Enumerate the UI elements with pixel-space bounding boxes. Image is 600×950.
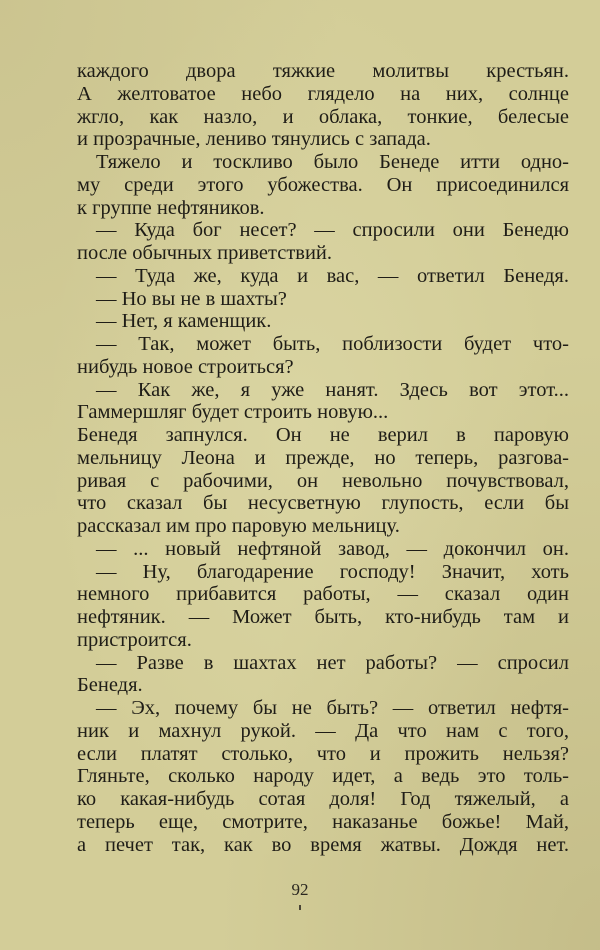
text-line: Гляньте, сколько народу идет, а ведь это толь- [77,765,569,788]
print-speck [299,905,301,910]
text-line: Бенедя. [77,674,143,697]
text-line: нибудь новое строиться? [77,355,294,378]
text-line: му среди этого убожества. Он присоединился [77,173,569,196]
text-line: ривая с рабочими, он невольно почувствовал, [77,469,569,492]
text-line: Гаммершляг будет строить новую... [77,401,389,424]
text-line: — Куда бог несет? — спросили они Бенедю [96,219,569,242]
text-line: — Ну, благодарение господу! Значит, хоть [96,560,569,583]
text-line: нефтяник. — Может быть, кто-нибудь там и [77,606,569,628]
text-line: жгло, как назло, и облака, тонкие, белесые [77,105,569,128]
text-line: А желтоватое небо глядело на них, солнце [77,82,569,105]
text-line: — Нет, я каменщик. [96,310,272,333]
text-line: немного прибавится работы, — сказал один [77,583,569,606]
page-number: 92 [291,880,309,899]
text-line: пристроится. [77,628,192,651]
page-body-text [77,60,569,856]
text-line: и прозрачные, лениво тянулись с запада. [77,128,431,151]
text-line: — Разве в шахтах нет работы? — спросил [96,651,569,674]
text-line: — Как же, я уже нанят. Здесь вот этот... [96,378,569,401]
text-line: если платят столько, что и прожить нельзя? [77,742,569,765]
text-line: ко какая-нибудь сотая доля! Год тяжелый, а [77,788,569,810]
text-line: — ... новый нефтяной завод, — докончил он. [96,537,569,560]
text-line: — Так, может быть, поблизости будет что- [96,333,569,355]
text-line: а печет так, как во время жатвы. Дождя нет. [77,833,569,856]
text-line: — Туда же, куда и вас, — ответил Бенедя. [96,264,569,287]
text-line: — Эх, почему бы не быть? — ответил нефтя- [96,697,569,719]
text-line: каждого двора тяжкие молитвы крестьян. [77,60,569,82]
text-line: ник и махнул рукой. — Да что нам с того, [77,719,569,742]
text-line: рассказал им про паровую мельницу. [77,515,400,537]
text-line: что сказал бы несусветную глупость, если бы [77,492,569,515]
text-line: к группе нефтяников. [77,196,265,219]
text-line: — Но вы не в шахты? [96,287,287,310]
text-line: Бенедя запнулся. Он не верил в паровую [77,424,569,446]
text-line: Тяжело и тоскливо было Бенеде итти одно- [96,151,569,173]
text-line: после обычных приветствий. [77,242,333,264]
text-line: теперь еще, смотрите, наказанье божье! Май, [77,810,569,833]
text-line: мельницу Леона и прежде, но теперь, разгова- [77,446,569,469]
